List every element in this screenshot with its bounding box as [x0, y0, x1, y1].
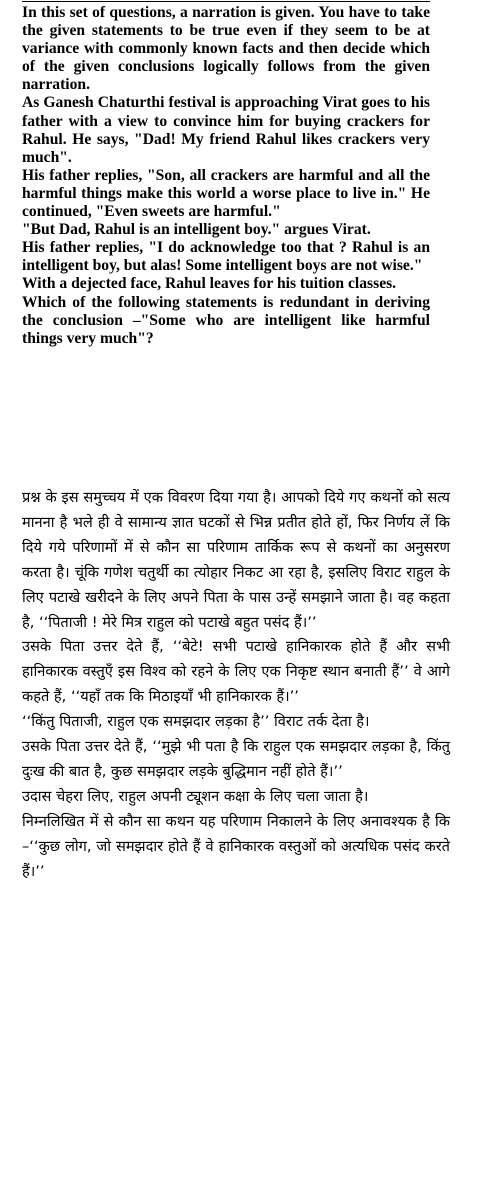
- english-section: [22, 4, 430, 348]
- hindi-para-2: उसके पिता उत्तर देते हैं, ‘‘बेटे! सभी पटाखे हानिकारक होते हैं और सभी हानिकारक वस्तुएँ इस विश्व को रहने के लिए एक निकृष्ट स्थान बनाती हैं’’ वे आगे कहते हैं, ‘‘यहाँ तक कि मिठाइयाँ भी हानिकारक हैं।’’: [22, 638, 450, 706]
- hindi-section: [22, 486, 450, 885]
- english-para-5: With a dejected face, Rahul leaves for his tuition classes.: [22, 275, 397, 293]
- english-para-2: His father replies, "Son, all crackers are harmful and all the harmful things make this world a worse place to live in." He continued, "Even sweets are harmful.": [22, 166, 430, 221]
- hindi-para-5: उदास चेहरा लिए, राहुल अपनी ट्यूशन कक्षा के लिए चला जाता है।: [22, 787, 369, 805]
- hindi-question: निम्नलिखित में से कौन सा कथन यह परिणाम निकालने के लिए अनावश्यक है कि –‘‘कुछ लोग, जो समझदार होते हैं वे हानिकारक वस्तुओं को अत्यधिक पसंद करते हैं।’’: [22, 812, 450, 880]
- hindi-para-1: प्रश्न के इस समुच्चय में एक विवरण दिया गया है। आपको दिये गए कथनों को सत्य मानना है भले ही वे सामान्य ज्ञात घटकों से भिन्न प्रतीत होते हों, फिर निर्णय लें कि दिये गये परिणामों में से कौन सा परिणाम तार्किक रूप से कथनों का अनुसरण करता है। चूंकि गणेश चतुर्थी का त्योहार निकट आ रहा है, इसलिए विराट राहुल के लिए पटाखे खरीदने के लिए अपने पिता के पास उन्हें समझाने जाता है। वह कहता है, ‘‘पिताजी ! मेरे मित्र राहुल को पटाखे बहुत पसंद हैं।’’: [22, 489, 450, 631]
- top-rule: [22, 1, 430, 2]
- english-para-3: "But Dad, Rahul is an intelligent boy." argues Virat.: [22, 221, 371, 239]
- hindi-para-3: ‘‘किंतु पिताजी, राहुल एक समझदार लड़का है’’ विराट तर्क देता है।: [22, 713, 370, 731]
- english-instructions: In this set of questions, a narration is given. You have to take the given statements to be true even if they seem to be at variance with commonly known facts and then decide which of the given conclusions logically follows from the given narration.: [22, 4, 430, 94]
- english-question: Which of the following statements is redundant in deriving the conclusion –"Some who are intelligent like harmful things very much"?: [22, 293, 430, 347]
- english-para-4: His father replies, "I do acknowledge too that ? Rahul is an intelligent boy, but alas! Some intelligent boys are not wise.": [22, 239, 430, 275]
- english-para-1: As Ganesh Chaturthi festival is approaching Virat goes to his father with a view to convince him for buying crackers for Rahul. He says, "Dad! My friend Rahul likes crackers very much".: [22, 94, 430, 166]
- hindi-para-4: उसके पिता उत्तर देते हैं, ‘‘मुझे भी पता है कि राहुल एक समझदार लड़का है, किंतु दुःख की बात है, कुछ समझदार लड़के बुद्धिमान नहीं होते हैं।’’: [22, 738, 450, 780]
